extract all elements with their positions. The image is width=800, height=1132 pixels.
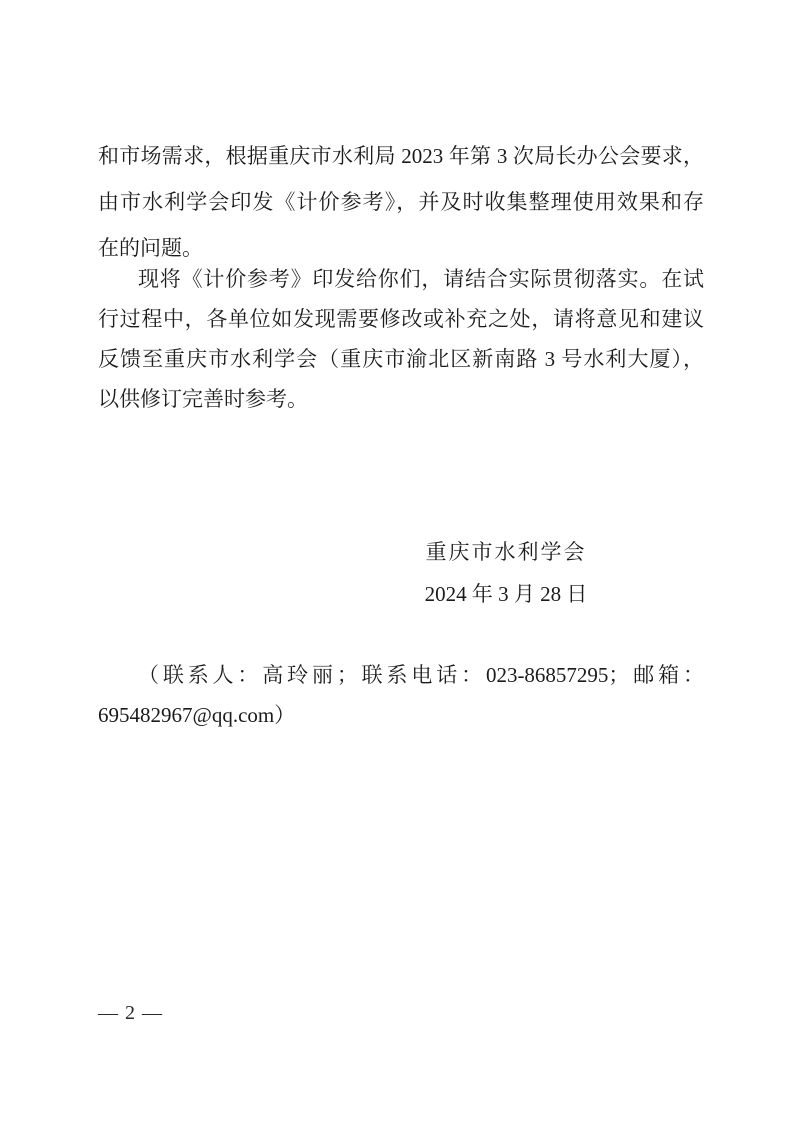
paragraph-line: 反馈至重庆市水利学会（重庆市渝北区新南路 3 号水利大厦）， — [98, 347, 704, 371]
signature-date: 2024 年 3 月 28 日 — [424, 582, 588, 606]
contact-note — [98, 655, 704, 735]
body-paragraph-2 — [98, 259, 704, 419]
paragraph-line: 现将《计价参考》印发给你们，请结合实际贯彻落实。在试 — [138, 267, 704, 291]
page-number: — 2 — — [98, 1002, 163, 1024]
contact-line: （联系人：高玲丽；联系电话：023-86857295；邮箱： — [138, 663, 704, 687]
body-paragraph-1 — [98, 133, 704, 271]
paragraph-line: 行过程中，各单位如发现需要修改或补充之处，请将意见和建议 — [98, 307, 704, 331]
contact-line: 695482967@qq.com） — [98, 703, 296, 727]
paragraph-line: 在的问题。 — [98, 236, 203, 260]
signature-organization: 重庆市水利学会 — [425, 540, 587, 564]
signature-block — [340, 531, 672, 615]
paragraph-line: 以供修订完善时参考。 — [98, 387, 308, 411]
paragraph-line: 和市场需求，根据重庆市水利局 2023 年第 3 次局长办公会要求， — [98, 144, 704, 168]
paragraph-line: 由市水利学会印发《计价参考》，并及时收集整理使用效果和存 — [98, 190, 704, 214]
